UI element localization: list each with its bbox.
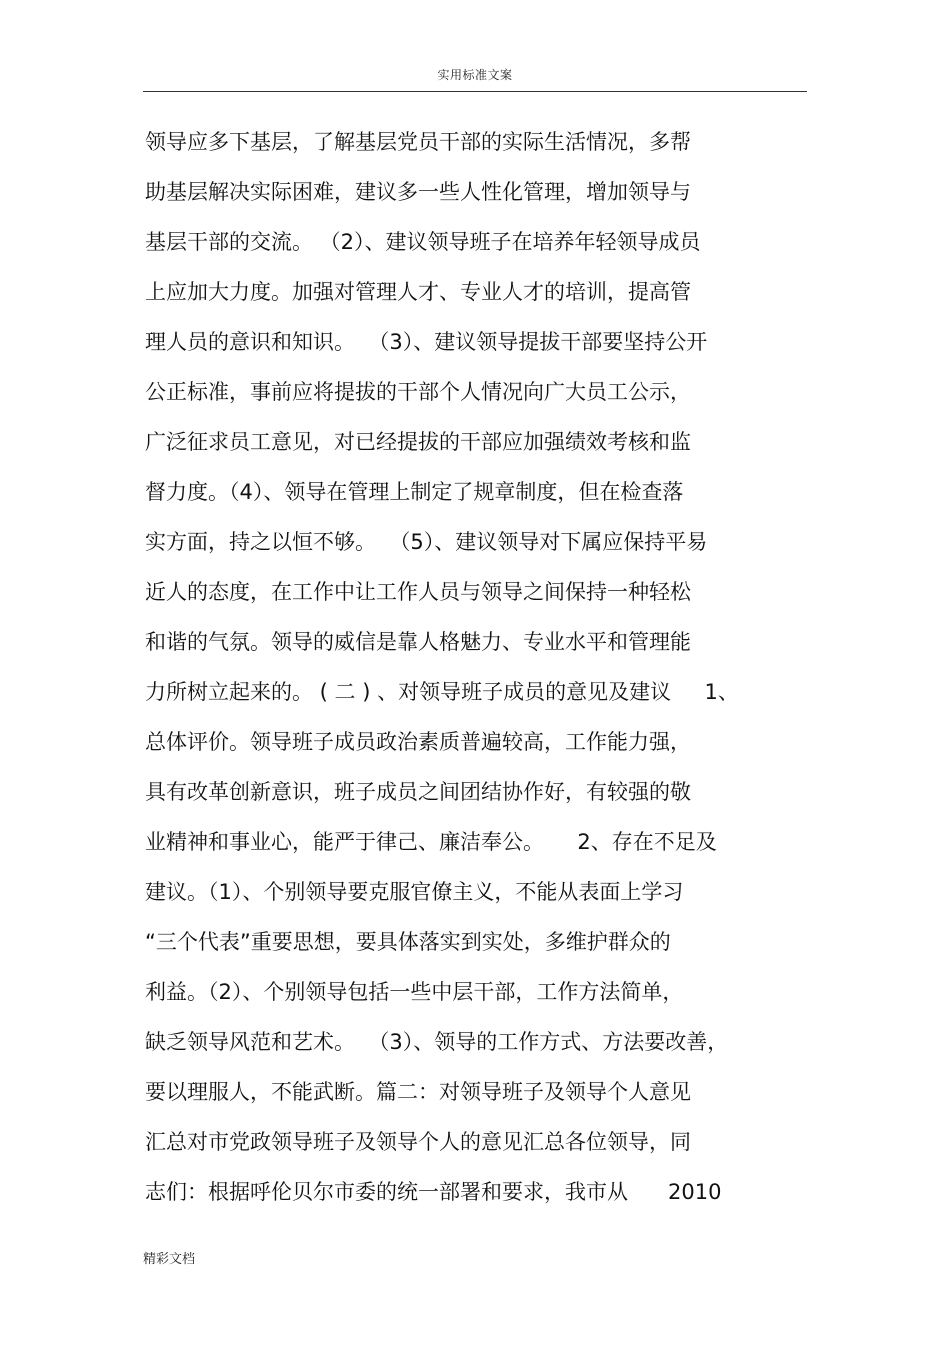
text-line: 实方面，持之以恒不够。 （5）、建议领导对下属应保持平易 — [145, 530, 708, 554]
text-line: 汇总对市党政领导班子及领导个人的意见汇总各位领导，同 — [145, 1130, 691, 1154]
text-line: 近人的态度，在工作中让工作人员与领导之间保持一种轻松 — [145, 580, 691, 604]
header-divider — [143, 91, 807, 92]
text-line: 基层干部的交流。 （2）、建议领导班子在培养年轻领导成员 — [145, 230, 701, 254]
text-line: 理人员的意识和知识。 （3）、建议领导提拔干部要坚持公开 — [145, 330, 708, 354]
text-line: “三个代表”重要思想，要具体落实到实处，多维护群众的 — [145, 930, 671, 954]
text-line: 和谐的气氛。领导的威信是靠人格魅力、专业水平和管理能 — [145, 630, 691, 654]
text-line: 要以理服人，不能武断。篇二：对领导班子及领导个人意见 — [145, 1080, 691, 1104]
page-header: 实用标准文案 — [437, 68, 513, 82]
text-line: 缺乏领导风范和艺术。 （3）、领导的工作方式、方法要改善， — [145, 1030, 729, 1054]
page-footer: 精彩文档 — [143, 1252, 196, 1267]
text-line: 领导应多下基层，了解基层党员干部的实际生活情况，多帮 — [145, 130, 691, 154]
text-line: 公正标准，事前应将提拔的干部个人情况向广大员工公示， — [145, 380, 691, 404]
text-line: 建议。（1）、个别领导要克服官僚主义，不能从表面上学习 — [145, 880, 684, 904]
text-line: 助基层解决实际困难，建议多一些人性化管理，增加领导与 — [145, 180, 691, 204]
text-line: 具有改革创新意识，班子成员之间团结协作好，有较强的敬 — [145, 780, 691, 804]
text-line: 上应加大力度。加强对管理人才、专业人才的培训，提高管 — [145, 280, 691, 304]
document-body — [145, 124, 805, 1224]
text-line: 广泛征求员工意见，对已经提拔的干部应加强绩效考核和监 — [145, 430, 691, 454]
text-line: 力所树立起来的。 ( 二 ) 、对领导班子成员的意见及建议 1、 — [145, 680, 739, 704]
text-line: 业精神和事业心，能严于律己、廉洁奉公。 2、存在不足及 — [145, 830, 717, 854]
text-line: 总体评价。领导班子成员政治素质普遍较高，工作能力强， — [145, 730, 691, 754]
text-line: 督力度。（4）、领导在管理上制定了规章制度，但在检查落 — [145, 480, 684, 504]
text-line: 志们：根据呼伦贝尔市委的统一部署和要求，我市从 2010 — [145, 1180, 722, 1204]
text-line: 利益。（2）、个别领导包括一些中层干部，工作方法简单， — [145, 980, 684, 1004]
